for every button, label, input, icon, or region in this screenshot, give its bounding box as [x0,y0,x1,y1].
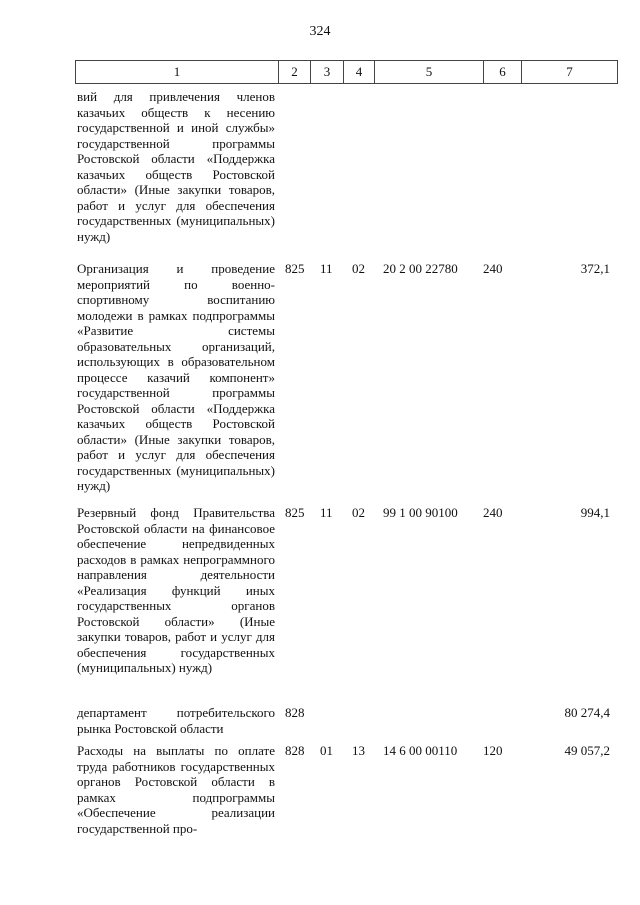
row-amount: 49 057,2 [564,743,610,758]
row-amount: 994,1 [580,505,610,520]
column-header-6: 6 [484,61,522,84]
column-header-1: 1 [76,61,279,84]
row-description: вий для привлечения членов казачьих обществ к несению государственной и иной службы» государственной программы Ростовской области «Поддержка казачьих обществ Ростовской области» (Иные закупки товаров, работ и услуг для обеспечения государственных (муниципальных) нужд) [77,89,275,244]
row-admin-code: 828 [285,705,305,720]
column-header-table [75,60,618,84]
row-subsection-code: 02 [352,261,365,276]
row-target-article-code: 99 1 00 90100 [383,505,458,520]
row-admin-code: 825 [285,261,305,276]
row-amount: 372,1 [580,261,610,276]
row-target-article-code: 14 6 00 00110 [383,743,458,758]
row-target-article-code: 20 2 00 22780 [383,261,458,276]
row-section-code: 01 [320,743,333,758]
row-subsection-code: 02 [352,505,365,520]
column-header-3: 3 [311,61,344,84]
row-expense-type-code: 240 [483,261,503,276]
column-header-4: 4 [344,61,375,84]
row-admin-code: 825 [285,505,305,520]
row-section-code: 11 [320,505,333,520]
column-header-row [76,61,618,84]
page-number: 324 [309,24,331,39]
row-description: Расходы на выплаты по оплате труда работников государственных органов Ростовской области в рамках подпрограммы «Обеспечение реализации государственной про- [77,743,275,836]
column-header-5: 5 [375,61,484,84]
row-expense-type-code: 120 [483,743,503,758]
row-subsection-code: 13 [352,743,365,758]
row-description: департамент потребительского рынка Ростовской области [77,705,275,736]
column-header-2: 2 [279,61,311,84]
row-admin-code: 828 [285,743,305,758]
row-expense-type-code: 240 [483,505,503,520]
row-description: Резервный фонд Правительства Ростовской области на финансовое обеспечение непредвиденных расходов в рамках непрограммного направления деятельности «Реализация функций иных государственных органов Ростовской области» (Иные закупки товаров, работ и услуг для обеспечения государственных (муниципальных) нужд) [77,505,275,675]
row-description: Организация и проведение мероприятий по военно-спортивному воспитанию молодежи в рамках подпрограммы «Развитие системы образовательных организаций, использующих в образовательном процессе казачий компонент» государственной программы Ростовской области «Поддержка казачьих обществ Ростовской области» (Иные закупки товаров, работ и услуг для обеспечения государственных (муниципальных) нужд) [77,261,275,493]
row-section-code: 11 [320,261,333,276]
row-amount: 80 274,4 [564,705,610,720]
column-header-7: 7 [522,61,618,84]
